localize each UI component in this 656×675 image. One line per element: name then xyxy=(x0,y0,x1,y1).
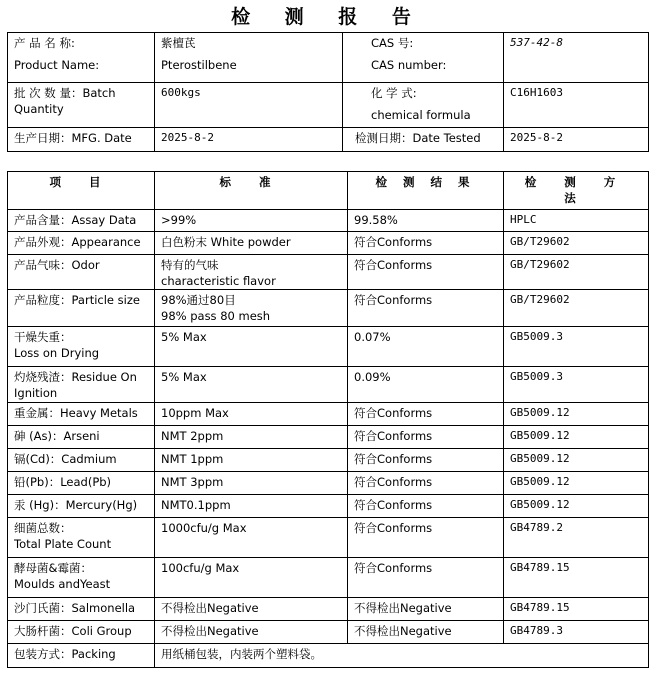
test-method-line1: GB5009.3 xyxy=(510,370,563,383)
test-item-line1: 灼烧残渣：Residue On xyxy=(14,370,137,384)
product-name-value-cn: 紫檀芪 xyxy=(161,36,196,50)
result-row xyxy=(8,598,649,621)
test-item-line1: 产品含量：Assay Data xyxy=(14,213,137,227)
batch-label xyxy=(8,83,155,128)
test-item xyxy=(8,327,155,367)
test-method-line1: GB5009.12 xyxy=(510,452,570,465)
test-item-line2: Loss on Drying xyxy=(14,346,100,360)
test-item-line1: 沙门氏菌：Salmonella xyxy=(14,601,136,615)
test-result-line1: 符合Conforms xyxy=(354,521,433,535)
test-standard xyxy=(155,426,348,449)
test-standard xyxy=(155,558,348,598)
test-result xyxy=(348,449,504,472)
batch-row xyxy=(8,83,649,128)
test-method-line1: GB4789.3 xyxy=(510,624,563,637)
test-method xyxy=(504,598,649,621)
test-standard-line1: 不得检出Negative xyxy=(161,624,259,638)
result-row xyxy=(8,367,649,403)
header-method xyxy=(504,172,649,210)
test-item-line1: 产品粒度：Particle size xyxy=(14,293,140,307)
test-standard-line1: >99% xyxy=(161,213,197,227)
cas-label-cn: CAS 号: xyxy=(371,36,414,50)
test-result xyxy=(348,403,504,426)
test-standard xyxy=(155,472,348,495)
test-item-line1: 铅(Pb)：Lead(Pb) xyxy=(14,475,112,489)
batch-label-line1: 批 次 数 量：Batch xyxy=(14,86,116,100)
test-result xyxy=(348,495,504,518)
test-method-line1: GB4789.15 xyxy=(510,561,570,574)
test-standard xyxy=(155,449,348,472)
cas-value: 537-42-8 xyxy=(504,33,649,83)
test-item xyxy=(8,290,155,327)
test-item xyxy=(8,518,155,558)
test-standard-line1: NMT 3ppm xyxy=(161,475,224,489)
test-method-line1: GB4789.15 xyxy=(510,601,570,614)
result-row xyxy=(8,449,649,472)
test-item-line1: 细菌总数： xyxy=(14,521,72,535)
formula-label-cn: 化 学 式: xyxy=(371,86,417,100)
test-standard-line1: NMT 1ppm xyxy=(161,452,224,466)
test-method-line1: GB/T29602 xyxy=(510,235,570,248)
test-item-line1: 重金属：Heavy Metals xyxy=(14,406,138,420)
test-standard-line1: 5% Max xyxy=(161,330,207,344)
packing-value: 用纸桶包装，内装两个塑料袋。 xyxy=(155,644,649,668)
product-name-label xyxy=(8,33,155,83)
test-method-line1: GB5009.12 xyxy=(510,406,570,419)
product-name-row xyxy=(8,33,649,83)
test-standard-line1: 10ppm Max xyxy=(161,406,229,420)
report-title: 检 测 报 告 xyxy=(231,6,425,28)
mfg-date-label: 生产日期：MFG. Date xyxy=(8,128,155,152)
test-item xyxy=(8,255,155,290)
test-result-line1: 符合Conforms xyxy=(354,452,433,466)
test-standard xyxy=(155,598,348,621)
formula-value: C16H1603 xyxy=(504,83,649,128)
batch-label-line2: Quantity xyxy=(14,102,64,116)
test-item-line2: Moulds andYeast xyxy=(14,577,111,591)
test-item xyxy=(8,472,155,495)
test-result-line1: 符合Conforms xyxy=(354,475,433,489)
test-method-line1: GB5009.12 xyxy=(510,498,570,511)
tested-date-value: 2025-8-2 xyxy=(504,128,649,152)
test-item xyxy=(8,495,155,518)
test-standard-line1: NMT0.1ppm xyxy=(161,498,231,512)
date-row xyxy=(8,128,649,152)
test-standard-line1: 白色粉末 White powder xyxy=(161,235,291,249)
test-item-line1: 产品外观：Appearance xyxy=(14,235,141,249)
test-method-line1: GB5009.3 xyxy=(510,330,563,343)
test-standard-line1: 1000cfu/g Max xyxy=(161,521,247,535)
test-method xyxy=(504,518,649,558)
test-item xyxy=(8,621,155,644)
test-method xyxy=(504,290,649,327)
test-item xyxy=(8,598,155,621)
product-name-value xyxy=(155,33,343,83)
test-standard-line1: 5% Max xyxy=(161,370,207,384)
test-item-line1: 干燥失重： xyxy=(14,330,72,344)
test-method xyxy=(504,232,649,255)
test-method xyxy=(504,210,649,232)
test-standard xyxy=(155,327,348,367)
result-row xyxy=(8,426,649,449)
test-standard xyxy=(155,210,348,232)
test-result-line1: 符合Conforms xyxy=(354,498,433,512)
test-item xyxy=(8,367,155,403)
test-method xyxy=(504,558,649,598)
test-item-line2: Total Plate Count xyxy=(14,537,112,551)
product-name-label-en: Product Name: xyxy=(14,58,100,72)
batch-value: 600kgs xyxy=(155,83,343,128)
test-result xyxy=(348,210,504,232)
test-item-line1: 产品气味：Odor xyxy=(14,258,100,272)
product-name-value-en: Pterostilbene xyxy=(161,58,237,72)
test-method-line1: GB4789.2 xyxy=(510,521,563,534)
result-row xyxy=(8,518,649,558)
test-method xyxy=(504,367,649,403)
test-item-line2: Ignition xyxy=(14,386,58,400)
test-result xyxy=(348,558,504,598)
test-standard xyxy=(155,367,348,403)
result-row xyxy=(8,210,649,232)
test-item xyxy=(8,426,155,449)
test-result xyxy=(348,232,504,255)
test-standard-line1: 不得检出Negative xyxy=(161,601,259,615)
test-method-line1: GB/T29602 xyxy=(510,258,570,271)
test-result xyxy=(348,598,504,621)
header-result: 检 测 结 果 xyxy=(348,172,504,210)
test-standard-line2: characteristic flavor xyxy=(161,274,276,288)
test-result xyxy=(348,621,504,644)
test-method xyxy=(504,472,649,495)
test-result-line1: 符合Conforms xyxy=(354,406,433,420)
test-item-line1: 汞 (Hg)：Mercury(Hg) xyxy=(14,498,138,512)
packing-label: 包装方式：Packing xyxy=(8,644,155,668)
test-result-line1: 不得检出Negative xyxy=(354,601,452,615)
test-item xyxy=(8,210,155,232)
test-result-line1: 符合Conforms xyxy=(354,561,433,575)
test-result-line1: 符合Conforms xyxy=(354,258,433,272)
test-method-line1: GB5009.12 xyxy=(510,429,570,442)
test-item-line1: 砷 (As)：Arseni xyxy=(14,429,100,443)
test-standard xyxy=(155,518,348,558)
packing-row xyxy=(8,644,649,668)
results-body xyxy=(8,210,649,644)
header-item: 项 目 xyxy=(8,172,155,210)
test-method-line1: GB5009.12 xyxy=(510,475,570,488)
test-item xyxy=(8,558,155,598)
result-row xyxy=(8,558,649,598)
test-method xyxy=(504,255,649,290)
test-item-line1: 大肠杆菌：Coli Group xyxy=(14,624,132,638)
test-result xyxy=(348,290,504,327)
test-result xyxy=(348,327,504,367)
test-standard-line1: 特有的气味 xyxy=(161,258,219,272)
test-method xyxy=(504,495,649,518)
test-result-line1: 符合Conforms xyxy=(354,429,433,443)
test-item xyxy=(8,449,155,472)
mfg-date-value: 2025-8-2 xyxy=(155,128,343,152)
test-item xyxy=(8,403,155,426)
result-row xyxy=(8,290,649,327)
test-method xyxy=(504,327,649,367)
test-standard xyxy=(155,495,348,518)
result-row xyxy=(8,495,649,518)
test-item xyxy=(8,232,155,255)
test-standard xyxy=(155,403,348,426)
test-standard-line2: 98% pass 80 mesh xyxy=(161,309,271,323)
result-row xyxy=(8,255,649,290)
result-row xyxy=(8,327,649,367)
result-row xyxy=(8,403,649,426)
test-result-line1: 符合Conforms xyxy=(354,293,433,307)
test-standard-line1: 98%通过80目 xyxy=(161,293,236,307)
test-item-line1: 酵母菌&霉菌： xyxy=(14,561,92,575)
test-method-line1: GB/T29602 xyxy=(510,293,570,306)
test-method xyxy=(504,621,649,644)
formula-label-en: chemical formula xyxy=(371,108,471,122)
product-info-table xyxy=(7,32,649,152)
test-result xyxy=(348,255,504,290)
formula-label xyxy=(343,83,504,128)
test-result xyxy=(348,472,504,495)
header-standard: 标 准 xyxy=(155,172,348,210)
test-standard-line1: 100cfu/g Max xyxy=(161,561,240,575)
test-method xyxy=(504,426,649,449)
test-standard xyxy=(155,255,348,290)
test-result-line1: 0.09% xyxy=(354,370,391,384)
cas-label-en: CAS number: xyxy=(371,58,447,72)
results-header-row xyxy=(8,172,649,210)
test-result-line1: 99.58% xyxy=(354,213,398,227)
test-result-line1: 符合Conforms xyxy=(354,235,433,249)
test-standard xyxy=(155,232,348,255)
result-row xyxy=(8,232,649,255)
test-results-table xyxy=(7,171,649,668)
product-name-label-cn: 产 品 名 称: xyxy=(14,36,75,50)
cas-label xyxy=(343,33,504,83)
tested-date-label: 检测日期：Date Tested xyxy=(343,128,504,152)
test-result-line1: 0.07% xyxy=(354,330,391,344)
test-result xyxy=(348,518,504,558)
test-standard xyxy=(155,621,348,644)
test-result xyxy=(348,367,504,403)
result-row xyxy=(8,621,649,644)
test-method xyxy=(504,449,649,472)
test-result-line1: 不得检出Negative xyxy=(354,624,452,638)
test-standard-line1: NMT 2ppm xyxy=(161,429,224,443)
test-result xyxy=(348,426,504,449)
test-method xyxy=(504,403,649,426)
test-item-line1: 镉(Cd)：Cadmium xyxy=(14,452,117,466)
test-standard xyxy=(155,290,348,327)
result-row xyxy=(8,472,649,495)
test-method-line1: HPLC xyxy=(510,213,537,226)
header-method-line1: 检 测 方 xyxy=(524,175,628,189)
header-method-line2: 法 xyxy=(564,191,588,205)
